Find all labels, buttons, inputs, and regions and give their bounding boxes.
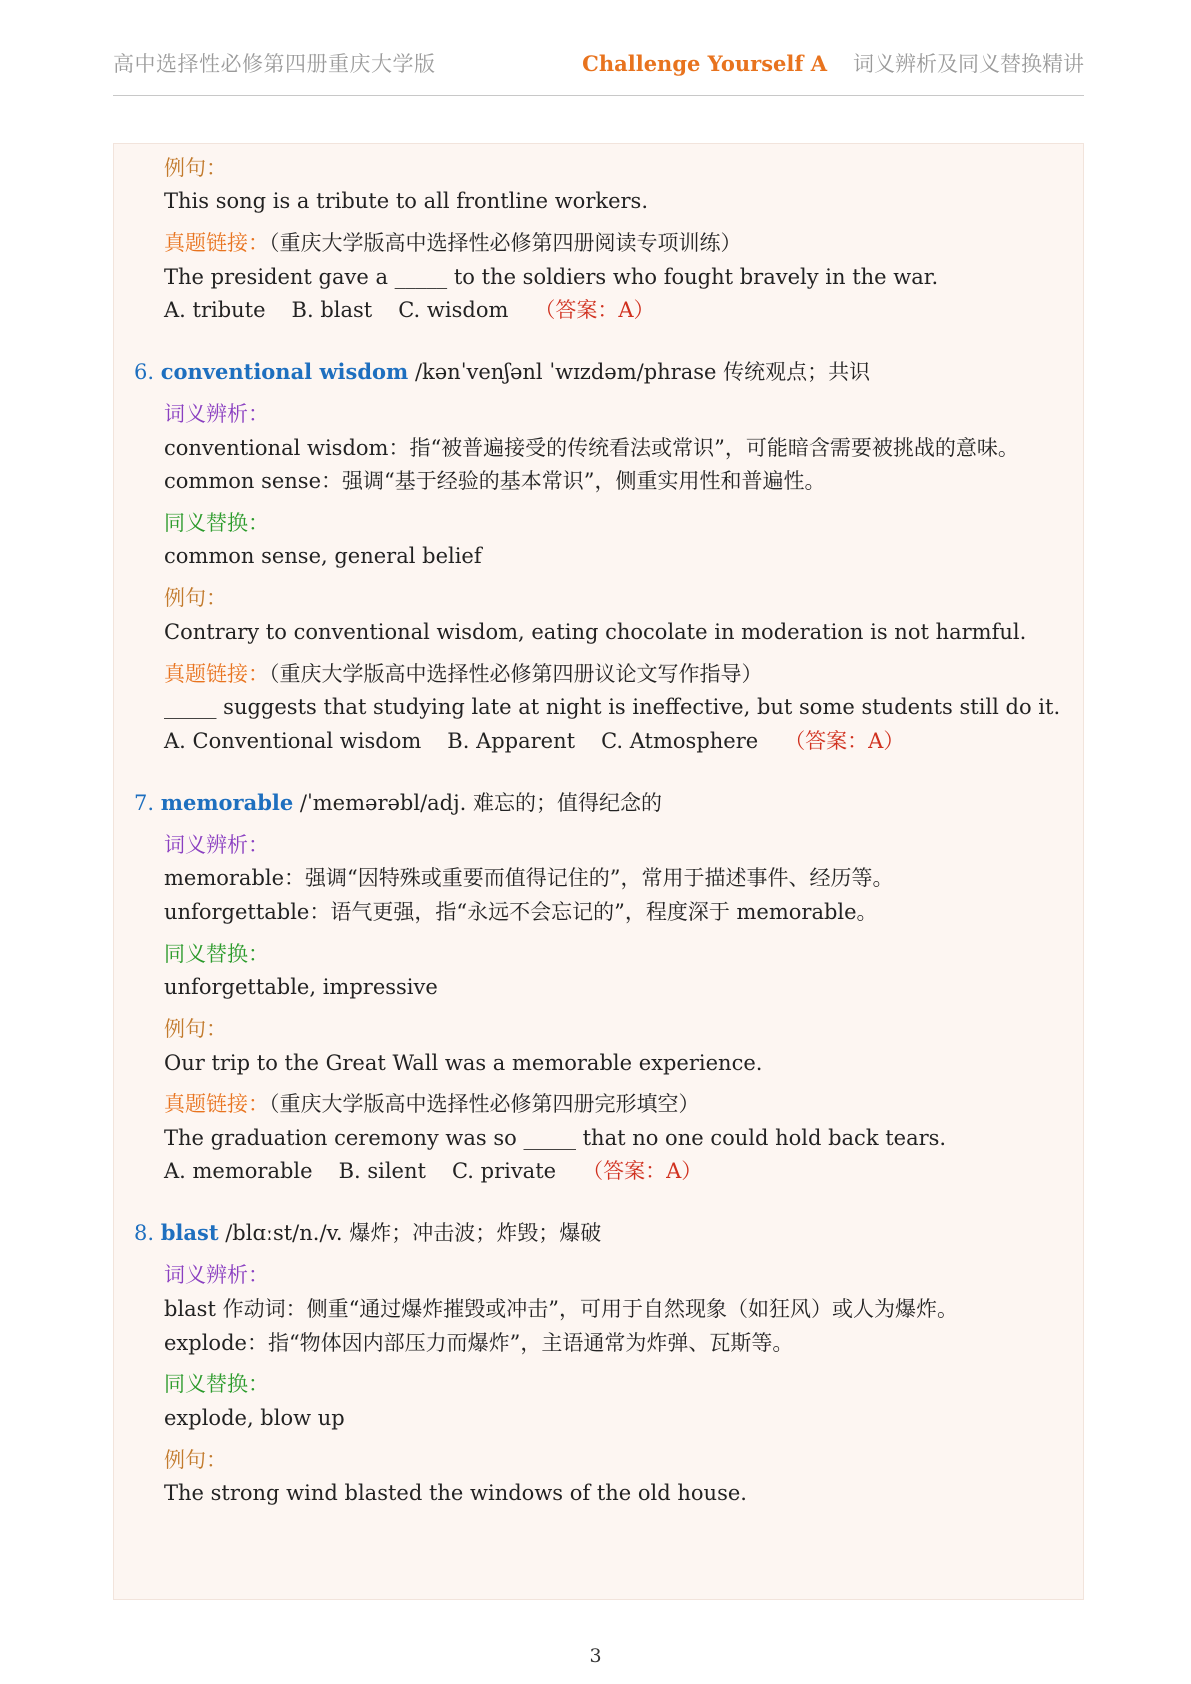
synonym-label: 同义替换： [164, 942, 269, 966]
series-brand: Challenge Yourself A [582, 51, 827, 76]
entry-number: 6. [134, 360, 155, 384]
entry-word: blast [160, 1220, 219, 1245]
page-header [113, 40, 1084, 96]
synonym-list: unforgettable, impressive [164, 975, 438, 999]
option-b: B. silent [338, 1159, 426, 1183]
exam-question: _____ suggests that studying late at night is ineffective, but some students still do it. [164, 695, 1061, 719]
option-b: B. blast [291, 298, 373, 322]
section-subtitle: 词义辨析及同义替换精讲 [853, 52, 1084, 76]
entry-definition: /blɑːst/n./v. 爆炸；冲击波；炸毁；爆破 [218, 1221, 602, 1245]
exam-question: The graduation ceremony was so _____ that no one could hold back tears. [164, 1126, 947, 1150]
content-panel [113, 143, 1084, 1600]
option-a: A. Conventional wisdom [164, 729, 422, 753]
exam-question: The president gave a _____ to the soldiers who fought bravely in the war. [164, 265, 939, 289]
exam-link-label: 真题链接： [164, 1092, 269, 1116]
answer-key: （答案：A） [784, 729, 905, 753]
example-sentence: Our trip to the Great Wall was a memorable experience. [164, 1051, 763, 1075]
exam-link-line [164, 660, 763, 688]
option-c: C. private [451, 1159, 557, 1183]
answer-options [164, 1157, 702, 1185]
example-label: 例句： [164, 1448, 227, 1472]
example-label: 例句： [164, 586, 227, 610]
entry-definition: /ˈmemərəbl/adj. 难忘的；值得纪念的 [293, 791, 662, 815]
analysis-line: unforgettable：语气更强，指“永远不会忘记的”，程度深于 memorable。 [164, 900, 878, 924]
entry-heading [134, 789, 662, 817]
example-label: 例句： [164, 1017, 227, 1041]
example-sentence: The strong wind blasted the windows of the old house. [164, 1481, 747, 1505]
exam-link-label: 真题链接： [164, 662, 269, 686]
entry-word: conventional wisdom [160, 359, 409, 384]
analysis-label: 词义辨析： [164, 1263, 269, 1287]
exam-link-source: （重庆大学版高中选择性必修第四册完形填空） [269, 1092, 700, 1116]
option-a: A. memorable [164, 1159, 313, 1183]
synonym-list: common sense, general belief [164, 544, 482, 568]
answer-key: （答案：A） [582, 1159, 703, 1183]
example-label: 例句： [164, 156, 227, 180]
analysis-line: blast 作动词：侧重“通过爆炸摧毁或冲击”，可用于自然现象（如狂风）或人为爆炸。 [164, 1297, 959, 1321]
answer-key: （答案：A） [534, 298, 655, 322]
analysis-line: memorable：强调“因特殊或重要而值得记住的”，常用于描述事件、经历等。 [164, 866, 894, 890]
answer-options [164, 296, 655, 324]
exam-link-line [164, 1090, 700, 1118]
analysis-line: explode：指“物体因内部压力而爆炸”，主语通常为炸弹、瓦斯等。 [164, 1331, 794, 1355]
analysis-label: 词义辨析： [164, 402, 269, 426]
page-number: 3 [589, 1645, 602, 1667]
entry-definition: /kənˈvenʃənl ˈwɪzdəm/phrase 传统观点；共识 [408, 360, 871, 384]
entry-number: 7. [134, 791, 155, 815]
exam-link-source: （重庆大学版高中选择性必修第四册议论文写作指导） [269, 662, 763, 686]
exam-link-label: 真题链接： [164, 231, 269, 255]
entry-number: 8. [134, 1221, 155, 1245]
entry-word: memorable [160, 790, 294, 815]
book-title: 高中选择性必修第四册重庆大学版 [113, 52, 436, 76]
analysis-label: 词义辨析： [164, 833, 269, 857]
exam-link-line [164, 229, 742, 257]
example-sentence: This song is a tribute to all frontline workers. [164, 189, 648, 213]
option-a: A. tribute [164, 298, 266, 322]
header-right [582, 48, 1084, 78]
example-sentence: Contrary to conventional wisdom, eating chocolate in moderation is not harmful. [164, 620, 1027, 644]
option-c: C. wisdom [398, 298, 509, 322]
answer-options [164, 727, 904, 755]
entry-heading [134, 358, 870, 386]
option-c: C. Atmosphere [601, 729, 759, 753]
synonym-list: explode, blow up [164, 1406, 345, 1430]
analysis-line: conventional wisdom：指“被普遍接受的传统看法或常识”，可能暗含需要被挑战的意味。 [164, 436, 1019, 460]
exam-link-source: （重庆大学版高中选择性必修第四册阅读专项训练） [269, 231, 742, 255]
synonym-label: 同义替换： [164, 1372, 269, 1396]
synonym-label: 同义替换： [164, 511, 269, 535]
analysis-line: common sense：强调“基于经验的基本常识”，侧重实用性和普遍性。 [164, 469, 826, 493]
option-b: B. Apparent [447, 729, 576, 753]
entry-heading [134, 1219, 601, 1247]
